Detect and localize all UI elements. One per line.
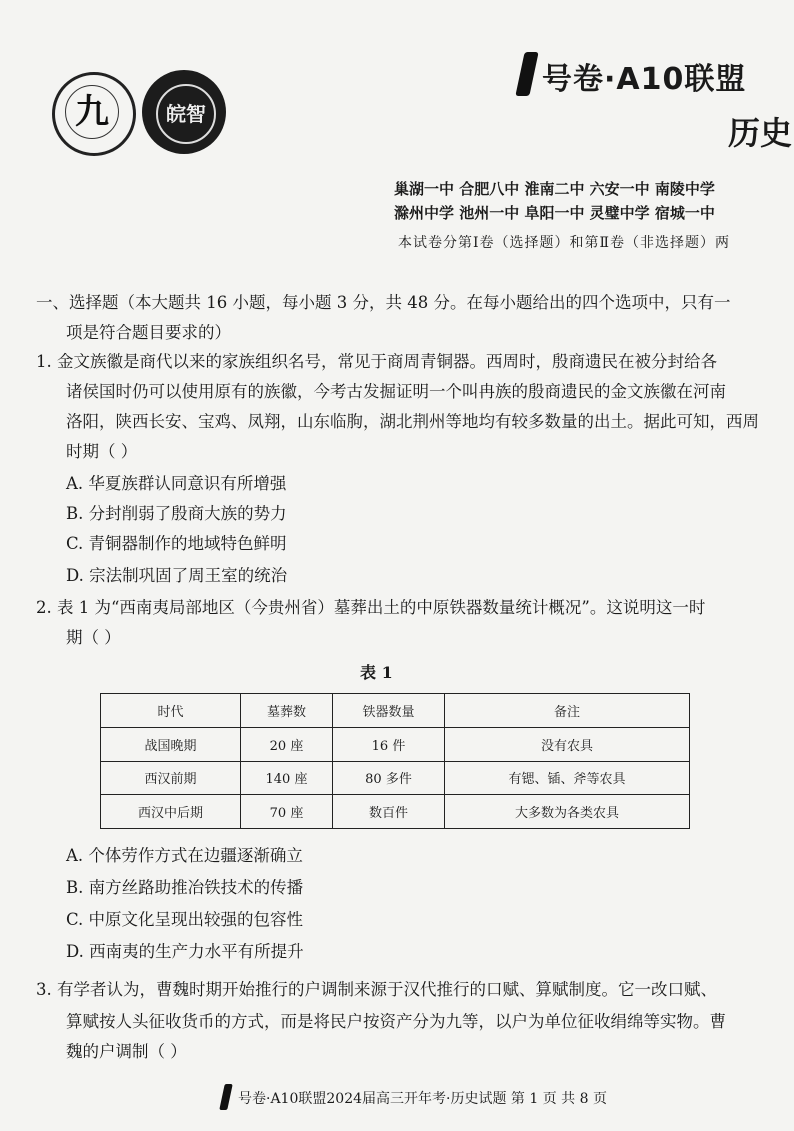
wanzhi-education-logo xyxy=(142,70,226,154)
table-header-cell: 备注 xyxy=(445,694,690,728)
wanzhi-emblem: 皖智 xyxy=(156,84,216,144)
exam-notice: 本试卷分第Ⅰ卷（选择题）和第Ⅱ卷（非选择题）两 xyxy=(398,235,731,251)
table-cell: 20 座 xyxy=(241,727,333,761)
table-row xyxy=(101,795,690,829)
table-cell: 没有农具 xyxy=(445,727,690,761)
table-cell: 70 座 xyxy=(241,795,333,829)
table-cell: 16 件 xyxy=(333,727,445,761)
table-cell: 数百件 xyxy=(333,795,445,829)
alliance-seal-logo xyxy=(52,72,136,156)
q2-option-b: B. 南方丝路助推冶铁技术的传播 xyxy=(66,878,304,897)
q3-stem-line-2: 算赋按人头征收货币的方式，而是将民户按资产分为九等，以户为单位征收绢绵等实物。曹 xyxy=(66,1012,726,1031)
table-header-row xyxy=(101,694,690,728)
table-header-cell: 时代 xyxy=(101,694,241,728)
q2-stem-line-2: 期（ ） xyxy=(66,628,121,647)
subject-title: 历史 xyxy=(728,114,793,152)
q2-option-a: A. 个体劳作方式在边疆逐渐确立 xyxy=(66,846,303,865)
table-header-cell: 墓葬数 xyxy=(241,694,333,728)
q1-stem-line-1: 1. 金文族徽是商代以来的家族组织名号，常见于商周青铜器。西周时，殷商遗民在被分封给各 xyxy=(36,352,717,371)
q2-option-c: C. 中原文化呈现出较强的包容性 xyxy=(66,910,304,929)
q2-stem-line-1: 2. 表 1 为“西南夷局部地区（今贵州省）墓葬出土的中原铁器数量统计概况”。这说明这一时 xyxy=(36,598,706,617)
table-row xyxy=(101,727,690,761)
table-cell: 西汉中后期 xyxy=(101,795,241,829)
q2-option-d: D. 西南夷的生产力水平有所提升 xyxy=(66,942,304,961)
table-cell: 80 多件 xyxy=(333,761,445,795)
q1-stem-line-4: 时期（ ） xyxy=(66,442,138,461)
table-row xyxy=(101,761,690,795)
table-cell: 大多数为各类农具 xyxy=(445,795,690,829)
iron-artifacts-table xyxy=(100,693,690,829)
table-cell: 有锶、锸、斧等农具 xyxy=(445,761,690,795)
q3-stem-line-1: 3. 有学者认为，曹魏时期开始推行的户调制来源于汉代推行的口赋、算赋制度。它一改口赋、 xyxy=(36,980,717,999)
section-heading-line-1: 一、选择题（本大题共 16 小题，每小题 3 分，共 48 分。在每小题给出的四个选项中，只有一 xyxy=(36,293,731,312)
page-footer: 号卷·A10联盟2024届高三开年考·历史试题 第 1 页 共 8 页 xyxy=(238,1091,607,1107)
footer-brush-mark-icon xyxy=(219,1084,233,1110)
table-cell: 140 座 xyxy=(241,761,333,795)
table-header-cell: 铁器数量 xyxy=(333,694,445,728)
table-title: 表 1 xyxy=(360,663,393,682)
table-cell: 战国晚期 xyxy=(101,727,241,761)
q1-option-c: C. 青铜器制作的地域特色鲜明 xyxy=(66,534,287,553)
q1-option-a: A. 华夏族群认同意识有所增强 xyxy=(66,474,287,493)
q1-stem-line-2: 诸侯国时仍可以使用原有的族徽，今考古发掘证明一个叫冉族的殷商遗民的金文族徽在河南 xyxy=(66,382,726,401)
q3-stem-line-3: 魏的户调制（ ） xyxy=(66,1042,187,1061)
brand-brush-mark-icon xyxy=(515,52,538,96)
q1-option-b: B. 分封削弱了殷商大族的势力 xyxy=(66,504,287,523)
seal-emblem: 九 xyxy=(65,85,119,139)
brand-title: 号卷·A10联盟 xyxy=(542,62,747,97)
table-cell: 西汉前期 xyxy=(101,761,241,795)
q1-option-d: D. 宗法制巩固了周王室的统治 xyxy=(66,566,288,585)
section-heading-line-2: 项是符合题目要求的） xyxy=(66,323,231,342)
school-list-row-2: 滁州中学 池州一中 阜阳一中 灵璧中学 宿城一中 xyxy=(394,204,715,222)
school-list-row-1: 巢湖一中 合肥八中 淮南二中 六安一中 南陵中学 xyxy=(394,180,715,198)
q1-stem-line-3: 洛阳，陕西长安、宝鸡、凤翔，山东临朐，湖北荆州等地均有较多数量的出土。据此可知，西周 xyxy=(66,412,759,431)
